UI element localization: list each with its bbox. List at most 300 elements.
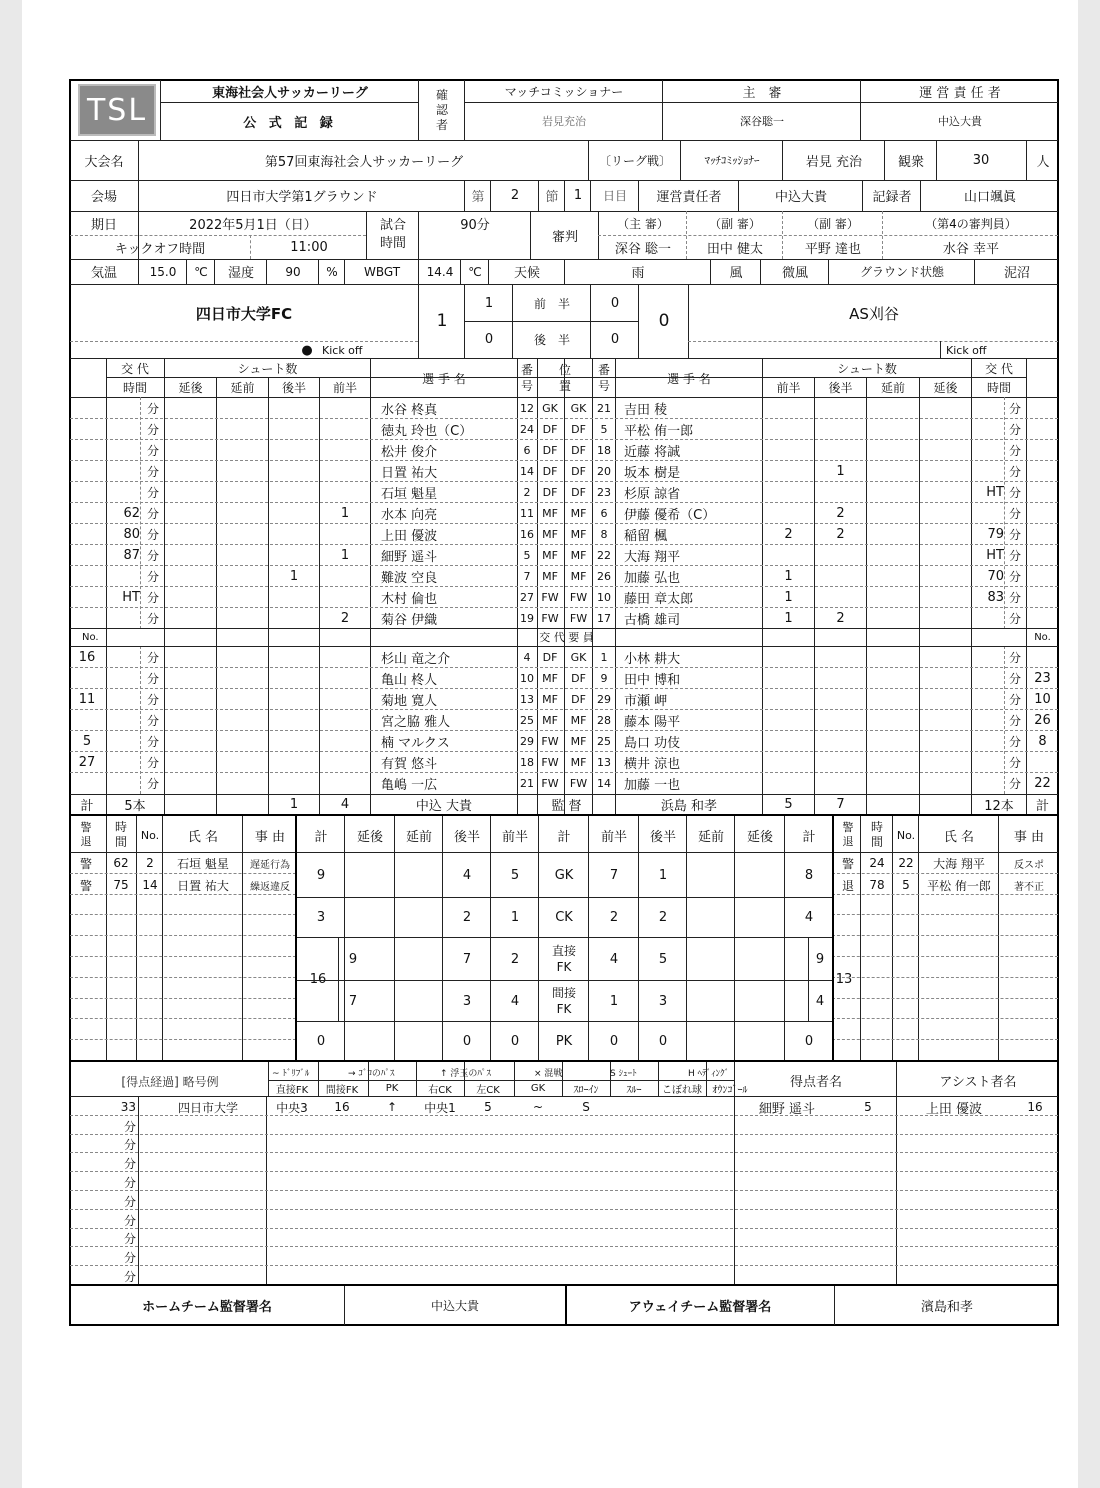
home-player-name: 水本 向亮 bbox=[381, 508, 438, 523]
mc-signature: 岩見充治 bbox=[542, 115, 586, 128]
minute-unit: 分 bbox=[146, 777, 159, 791]
home-player-name: 石垣 魁星 bbox=[381, 487, 438, 502]
home-sub-header: 交 代 bbox=[121, 361, 149, 376]
ref-role-fourth: （第4の審判員） bbox=[925, 217, 1017, 231]
home-player-number: 4 bbox=[523, 651, 531, 664]
grid-line bbox=[319, 377, 320, 815]
stat-home-total: 7 bbox=[348, 993, 358, 1009]
legend-code: 間接FK bbox=[325, 1085, 359, 1096]
card-type: 退 bbox=[841, 878, 854, 893]
home-player-number: 21 bbox=[520, 777, 534, 790]
legend-code: ｵｳﾝｺﾞｰﾙ bbox=[712, 1085, 748, 1096]
away-player-number: 9 bbox=[600, 672, 608, 685]
away-shot-cell: 2 bbox=[836, 506, 845, 521]
attendance-unit: 人 bbox=[1036, 154, 1050, 170]
minute-unit: 分 bbox=[146, 651, 159, 665]
away-player-position: FW bbox=[569, 777, 588, 790]
wbgt-unit: ℃ bbox=[468, 264, 482, 279]
home-sub-time: 80 bbox=[123, 527, 140, 542]
away-sub-no: 26 bbox=[1034, 713, 1051, 728]
home-player-number: 19 bbox=[520, 612, 534, 625]
away-player-position: GK bbox=[570, 402, 587, 415]
grid-line bbox=[70, 794, 1058, 795]
home-subs-total: 5本 bbox=[124, 799, 146, 814]
legend-symbol: H ﾍﾃﾞｨﾝｸﾞ bbox=[688, 1068, 730, 1079]
wbgt-value: 14.4 bbox=[426, 264, 454, 279]
home-kickoff-marker: ● bbox=[301, 342, 313, 358]
goal-code: ↑ bbox=[386, 1100, 398, 1115]
grid-line bbox=[490, 180, 491, 211]
stat-category-ifk: 間接 FK bbox=[551, 986, 576, 1016]
legend-symbol: × 混戦 bbox=[534, 1068, 563, 1079]
away-player-position: MF bbox=[570, 756, 587, 769]
away-sub-no: 23 bbox=[1034, 671, 1051, 686]
away-player-name: 島口 功伎 bbox=[624, 736, 681, 751]
away-cards-name-header: 氏 名 bbox=[943, 829, 975, 845]
card-type: 警 bbox=[79, 878, 92, 893]
away-player-position: DF bbox=[571, 444, 586, 457]
away-player-name: 加藤 一也 bbox=[624, 778, 681, 793]
grid-line bbox=[268, 1080, 734, 1081]
humidity-value: 90 bbox=[285, 264, 301, 279]
grid-line bbox=[70, 935, 296, 936]
away-player-position: FW bbox=[569, 612, 588, 625]
home-sub-no: 11 bbox=[78, 692, 96, 707]
ground-value: 泥沼 bbox=[1003, 266, 1030, 281]
home-coach-signature: 中込大貴 bbox=[430, 1299, 479, 1313]
away-sub-header: 交 代 bbox=[985, 361, 1013, 376]
mc-label-2: ﾏｯﾁｺﾐｯｼｮﾅｰ bbox=[704, 154, 760, 167]
stat-away-second: 3 bbox=[658, 993, 668, 1009]
minute-unit: 分 bbox=[1008, 423, 1021, 437]
record-type: 公 式 記 録 bbox=[243, 115, 337, 131]
stat-home-first: 2 bbox=[510, 951, 520, 967]
minute-unit: 分 bbox=[1008, 591, 1021, 605]
card-reason: 繰返違反 bbox=[250, 881, 290, 893]
away-shot-cell: 1 bbox=[836, 464, 845, 479]
grid-line bbox=[160, 80, 161, 140]
manager-signature: 中込大貴 bbox=[938, 115, 982, 128]
away-player-name: 藤田 章太郎 bbox=[624, 592, 694, 607]
away-shot-cell: 1 bbox=[784, 590, 793, 605]
stat-home-second-header: 後半 bbox=[453, 829, 480, 845]
away-shot-cell: 2 bbox=[784, 527, 793, 542]
grid-line bbox=[832, 1018, 1058, 1019]
away-coach-signature: 濱島和孝 bbox=[920, 1300, 973, 1315]
grid-line bbox=[268, 1062, 269, 1096]
home-player-position: MF bbox=[542, 693, 558, 706]
referee-signature: 深谷聡一 bbox=[740, 115, 784, 128]
first-half-label: 前 半 bbox=[533, 296, 570, 311]
home-player-position: FW bbox=[541, 756, 559, 769]
home-player-position: FW bbox=[541, 777, 559, 790]
grid-line bbox=[832, 998, 1058, 999]
day-number: 1 bbox=[573, 188, 583, 203]
home-player-position: MF bbox=[542, 570, 558, 583]
grid-line bbox=[662, 80, 663, 140]
temp-label: 気温 bbox=[90, 266, 117, 281]
away-player-position: MF bbox=[570, 528, 587, 541]
grid-line bbox=[530, 211, 531, 259]
away-sub-time: 70 bbox=[987, 569, 1004, 584]
grid-line bbox=[70, 565, 1058, 566]
grid-line bbox=[832, 1039, 1058, 1040]
away-player-name: 小林 耕大 bbox=[624, 652, 681, 667]
stat-home-first: 4 bbox=[510, 993, 520, 1009]
stat-category-dfk: 直接 FK bbox=[551, 944, 576, 974]
away-first-total: 5 bbox=[784, 797, 793, 812]
grid-line bbox=[832, 894, 1058, 895]
goal-minute-unit: 分 bbox=[123, 1270, 136, 1285]
minute-unit: 分 bbox=[146, 612, 159, 626]
away-sub-no: 10 bbox=[1034, 692, 1051, 707]
grid-line bbox=[418, 211, 419, 259]
manager-label: 運 営 責 任 者 bbox=[919, 85, 1001, 101]
grid-line bbox=[832, 956, 1058, 957]
grid-line bbox=[70, 211, 1058, 212]
day-label: 日目 bbox=[602, 189, 627, 203]
home-number-header: 番 号 bbox=[520, 363, 533, 393]
grid-line bbox=[686, 211, 687, 259]
goal-code: S bbox=[582, 1100, 590, 1115]
away-player-name: 坂本 樹是 bbox=[624, 466, 681, 481]
goal-minute-unit: 分 bbox=[123, 1194, 136, 1209]
home-score-first: 1 bbox=[484, 295, 494, 311]
home-sub-no: 27 bbox=[78, 755, 96, 770]
grid-line bbox=[268, 377, 269, 815]
grid-line bbox=[760, 259, 761, 284]
home-second-header: 後半 bbox=[281, 380, 306, 395]
away-player-position: DF bbox=[571, 465, 586, 478]
home-no-label: No. bbox=[82, 631, 99, 643]
card-player-name: 大海 翔平 bbox=[933, 856, 985, 871]
grid-line bbox=[70, 772, 1058, 773]
legend-symbol: → ｺﾞﾛのﾊﾟｽ bbox=[348, 1068, 395, 1079]
stat-home-second: 7 bbox=[462, 951, 472, 967]
minute-unit: 分 bbox=[146, 507, 159, 521]
stat-away-second: 0 bbox=[658, 1033, 668, 1049]
card-player-number: 5 bbox=[902, 878, 910, 892]
away-number-header: 番 号 bbox=[597, 363, 610, 393]
grid-line bbox=[296, 980, 834, 981]
away-cards-no-header: No. bbox=[896, 828, 916, 842]
away-player-position: MF bbox=[570, 735, 587, 748]
minute-unit: 分 bbox=[1008, 570, 1021, 584]
grid-line bbox=[418, 80, 419, 140]
kickoff-label: キックオフ時間 bbox=[114, 241, 206, 257]
stat-away-first: 1 bbox=[609, 993, 619, 1009]
away-shots-header: シュート数 bbox=[837, 361, 897, 376]
home-cards-time-header: 時 間 bbox=[114, 820, 127, 849]
goal-code: 16 bbox=[334, 1100, 350, 1115]
stat-away-second: 1 bbox=[658, 867, 668, 883]
grid-line bbox=[296, 897, 834, 898]
logo-text: TSL bbox=[86, 92, 148, 128]
minute-unit: 分 bbox=[1008, 444, 1021, 458]
stat-category-gk: GK bbox=[554, 867, 574, 883]
away-player-number: 1 bbox=[600, 651, 608, 664]
grid-line bbox=[70, 1018, 296, 1019]
grid-line bbox=[638, 180, 639, 211]
home-player-name: 菊谷 伊織 bbox=[381, 613, 438, 628]
home-coach-sign-label: ホームチーム監督署名 bbox=[142, 1300, 272, 1315]
card-type: 警 bbox=[79, 856, 92, 871]
away-player-number: 8 bbox=[600, 528, 608, 541]
grid-line bbox=[70, 1152, 1058, 1153]
grid-line bbox=[1004, 397, 1005, 629]
grid-line bbox=[70, 607, 1058, 608]
minute-unit: 分 bbox=[1008, 612, 1021, 626]
grid-line bbox=[70, 914, 296, 915]
grid-line bbox=[216, 377, 217, 815]
grid-line bbox=[70, 1115, 1058, 1116]
away-player-name: 藤本 陽平 bbox=[624, 715, 681, 730]
grid-line bbox=[974, 259, 975, 284]
home-player-name: 松井 俊介 bbox=[381, 445, 438, 460]
grid-line bbox=[832, 935, 1058, 936]
stat-away-total: 9 bbox=[815, 951, 825, 967]
thick-line bbox=[70, 1284, 1058, 1286]
away-shot-cell: 1 bbox=[784, 611, 793, 626]
home-first-header: 前半 bbox=[332, 380, 357, 395]
legend-code: 左CK bbox=[476, 1085, 500, 1096]
grid-line bbox=[70, 873, 296, 874]
grid-line bbox=[884, 140, 885, 180]
grid-line bbox=[70, 1039, 296, 1040]
card-player-name: 日置 祐大 bbox=[177, 878, 229, 893]
minute-unit: 分 bbox=[146, 402, 159, 416]
grid-line bbox=[562, 1062, 563, 1096]
away-player-number: 23 bbox=[597, 486, 611, 499]
legend-code: ｽﾙｰ bbox=[626, 1085, 642, 1096]
minute-unit: 分 bbox=[146, 756, 159, 770]
grid-line bbox=[538, 180, 539, 211]
away-cards-type-header: 警 退 bbox=[842, 821, 854, 848]
goal-scorer: 細野 遥斗 bbox=[758, 1101, 816, 1117]
attendance-label: 観衆 bbox=[897, 154, 924, 170]
confirmer-label: 確 認 者 bbox=[435, 87, 448, 132]
away-subs-total: 12本 bbox=[984, 799, 1014, 814]
home-player-number: 24 bbox=[520, 423, 534, 436]
away-sub-no: 8 bbox=[1038, 734, 1047, 749]
away-player-position: MF bbox=[570, 507, 587, 520]
home-player-name: 有賀 悠斗 bbox=[381, 757, 438, 772]
home-player-position: DF bbox=[542, 651, 558, 664]
home-sub-time: 62 bbox=[123, 506, 140, 521]
grid-line bbox=[488, 259, 489, 284]
grid-line bbox=[896, 1062, 897, 1096]
grid-line bbox=[138, 140, 139, 284]
grid-line bbox=[832, 977, 1058, 978]
home-player-position: MF bbox=[542, 714, 558, 727]
minute-unit: 分 bbox=[1008, 549, 1021, 563]
home-score-second: 0 bbox=[484, 331, 494, 347]
away-player-name: 吉田 稜 bbox=[624, 403, 668, 418]
grid-line bbox=[70, 460, 1058, 461]
date: 2022年5月1日（日） bbox=[189, 218, 317, 233]
away-player-number: 29 bbox=[597, 693, 611, 706]
grid-line bbox=[416, 1062, 417, 1096]
grid-line bbox=[214, 259, 215, 284]
grid-line bbox=[832, 873, 1058, 874]
grid-line bbox=[418, 284, 419, 358]
goal-minute-unit: 分 bbox=[123, 1232, 136, 1247]
mc-label: マッチコミッショナー bbox=[504, 84, 624, 99]
grid-line bbox=[70, 688, 1058, 689]
wind-value: 微風 bbox=[781, 266, 808, 281]
minute-unit: 分 bbox=[146, 591, 159, 605]
goal-code: ~ bbox=[532, 1100, 544, 1115]
home-player-position: MF bbox=[542, 672, 558, 685]
wbgt-label: WBGT bbox=[363, 264, 401, 279]
home-player-number: 25 bbox=[520, 714, 534, 727]
assist-header: アシスト者名 bbox=[939, 1074, 1017, 1090]
grid-line bbox=[70, 1134, 1058, 1135]
away-shot-cell: 1 bbox=[784, 569, 793, 584]
grid-line bbox=[882, 211, 883, 259]
league-match-label: 〔リーグ戦〕 bbox=[598, 153, 671, 168]
home-player-number: 16 bbox=[520, 528, 534, 541]
minute-unit: 分 bbox=[146, 714, 159, 728]
away-player-number: 14 bbox=[597, 777, 611, 790]
away-sub-time: HT bbox=[986, 485, 1004, 500]
grid-line bbox=[514, 1062, 515, 1096]
home-player-number: 7 bbox=[523, 570, 531, 583]
away-sub-time: 83 bbox=[987, 590, 1004, 605]
stat-home-extra1-header: 延前 bbox=[405, 829, 432, 845]
total-label-left: 計 bbox=[80, 799, 94, 814]
grid-line bbox=[70, 709, 1058, 710]
grid-line bbox=[70, 852, 296, 853]
minute-unit: 分 bbox=[146, 735, 159, 749]
thick-line bbox=[832, 815, 834, 1061]
grid-line bbox=[1026, 140, 1027, 180]
minute-unit: 分 bbox=[146, 423, 159, 437]
grid-line bbox=[70, 1171, 1058, 1172]
stat-home-total-header: 計 bbox=[314, 829, 328, 845]
away-time-header: 時間 bbox=[986, 380, 1011, 395]
grid-line bbox=[70, 977, 296, 978]
stat-category-pk: PK bbox=[555, 1033, 573, 1049]
goal-team: 四日市大学 bbox=[177, 1100, 238, 1115]
home-player-position: MF bbox=[542, 549, 558, 562]
recorder-label: 記録者 bbox=[872, 190, 912, 205]
grid-line bbox=[418, 259, 419, 284]
card-time: 75 bbox=[113, 878, 129, 892]
away-player-number: 17 bbox=[597, 612, 611, 625]
away-no-label: No. bbox=[1034, 631, 1051, 643]
grid-line bbox=[140, 397, 141, 629]
home-extra1-header: 延前 bbox=[230, 380, 255, 395]
grid-line bbox=[862, 180, 863, 211]
away-player-position: DF bbox=[571, 423, 586, 436]
stat-home-first: 1 bbox=[510, 909, 520, 925]
grid-line bbox=[814, 377, 815, 815]
minute-unit: 分 bbox=[1008, 777, 1021, 791]
grid-line bbox=[834, 1285, 835, 1325]
home-cards-no-header: No. bbox=[140, 828, 160, 842]
away-player-number: 20 bbox=[597, 465, 611, 478]
minute-unit: 分 bbox=[1008, 465, 1021, 479]
goal-code: 5 bbox=[484, 1100, 492, 1115]
grid-line bbox=[464, 80, 465, 140]
legend-symbol: ~ ﾄﾞﾘﾌﾞﾙ bbox=[272, 1068, 310, 1079]
grid-line bbox=[70, 586, 1058, 587]
ground-label: グラウンド状態 bbox=[859, 265, 944, 279]
grid-line bbox=[598, 235, 1058, 236]
grid-line bbox=[70, 956, 296, 957]
grid-line bbox=[70, 751, 1058, 752]
grid-line bbox=[70, 1209, 1058, 1210]
grid-line bbox=[70, 341, 418, 342]
grid-line bbox=[318, 259, 319, 284]
grid-line bbox=[368, 1062, 369, 1096]
away-team-name: AS刈谷 bbox=[849, 304, 899, 323]
stat-away-first: 2 bbox=[609, 909, 619, 925]
grid-line bbox=[296, 1021, 834, 1022]
thick-line bbox=[70, 814, 1058, 816]
grid-line bbox=[70, 894, 296, 895]
stat-home-total: 0 bbox=[316, 1033, 326, 1049]
stat-home-extra2-header: 延後 bbox=[356, 829, 383, 845]
away-player-name: 大海 翔平 bbox=[624, 550, 681, 565]
home-shot-cell: 1 bbox=[289, 569, 299, 584]
grid-line bbox=[919, 377, 920, 815]
away-score-total: 0 bbox=[658, 311, 670, 331]
away-player-position: DF bbox=[571, 672, 586, 685]
minute-unit: 分 bbox=[146, 465, 159, 479]
away-player-position: MF bbox=[570, 714, 587, 727]
legend-symbol: ↑ 浮玉のﾊﾟｽ bbox=[440, 1068, 491, 1079]
weather-value: 雨 bbox=[631, 266, 645, 281]
grid-line bbox=[70, 1190, 1058, 1191]
home-player-name: 細野 遥斗 bbox=[381, 550, 438, 565]
grid-line bbox=[70, 418, 1058, 419]
away-player-position: MF bbox=[570, 549, 587, 562]
grid-line bbox=[588, 140, 589, 180]
home-first-total: 4 bbox=[340, 797, 350, 812]
grid-line bbox=[70, 1265, 1058, 1266]
stat-away-first: 0 bbox=[609, 1033, 619, 1049]
minute-unit: 分 bbox=[146, 693, 159, 707]
grid-line bbox=[70, 140, 1058, 141]
home-player-name: 亀嶋 一広 bbox=[381, 778, 438, 793]
goals-title: [得点経過] 略号例 bbox=[121, 1074, 219, 1089]
home-kickoff-label: Kick off bbox=[322, 343, 363, 357]
legend-code: GK bbox=[530, 1083, 546, 1094]
grid-line bbox=[832, 852, 1058, 853]
grid-line bbox=[70, 730, 1058, 731]
home-player-position: DF bbox=[542, 423, 558, 436]
home-shot-cell: 2 bbox=[340, 611, 350, 626]
home-shots-header: シュート数 bbox=[237, 361, 298, 376]
total-label-right: 計 bbox=[1035, 799, 1049, 814]
home-shot-cell: 1 bbox=[340, 506, 350, 521]
minute-unit: 分 bbox=[146, 570, 159, 584]
away-first-header: 前半 bbox=[776, 380, 801, 395]
grid-line bbox=[464, 321, 638, 322]
legend-code: 右CK bbox=[428, 1085, 452, 1096]
humidity-unit: % bbox=[326, 264, 338, 279]
card-reason: 著不正 bbox=[1014, 881, 1044, 893]
home-player-position: GK bbox=[542, 402, 558, 415]
grid-line bbox=[782, 140, 783, 180]
stat-away-second-header: 後半 bbox=[649, 829, 676, 845]
grid-line bbox=[738, 180, 739, 211]
grid-line bbox=[70, 284, 1058, 285]
home-player-position: DF bbox=[542, 444, 558, 457]
away-player-name-header: 選 手 名 bbox=[667, 371, 711, 386]
